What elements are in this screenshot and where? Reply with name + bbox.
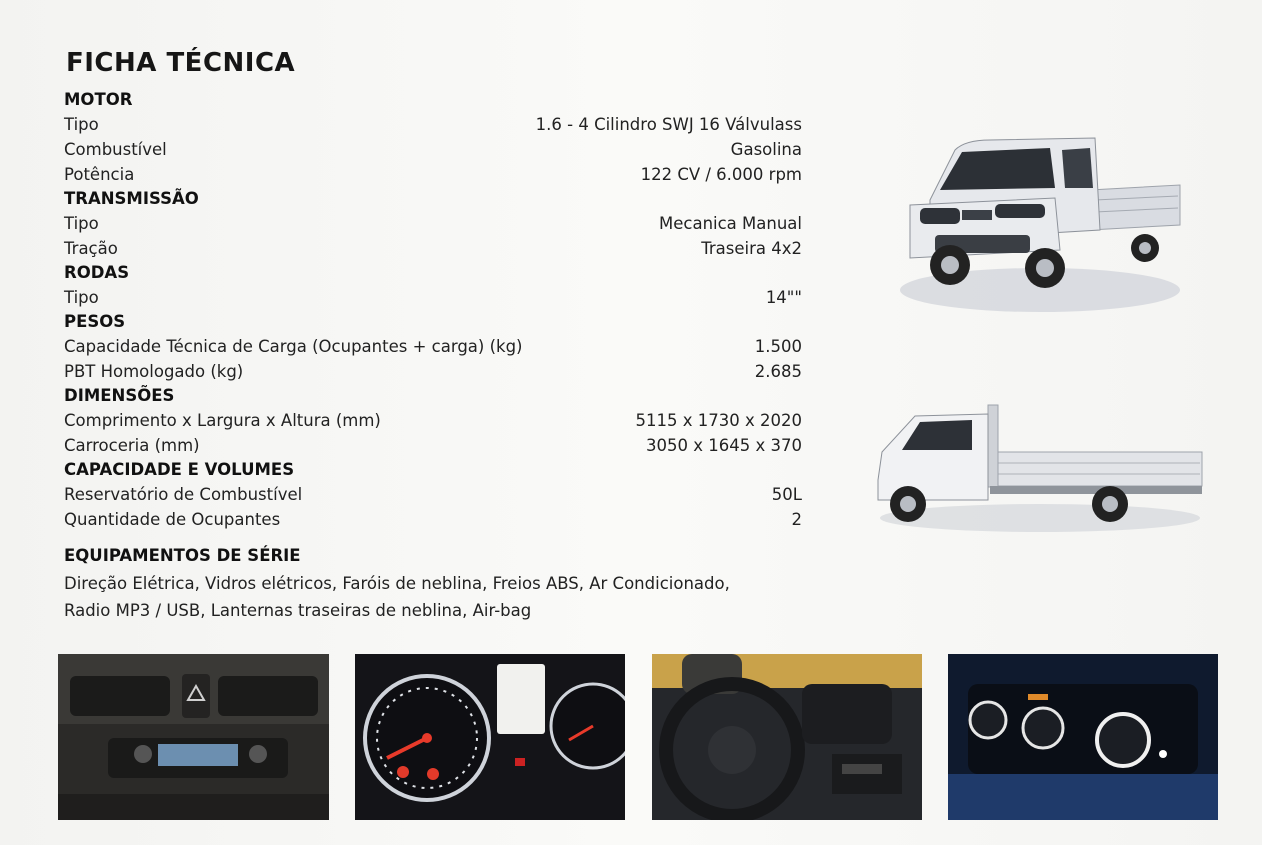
steering-wheel-image [652,654,922,820]
page-title: FICHA TÉCNICA [66,48,296,78]
spec-row [64,285,802,310]
spec-row [64,507,802,532]
spec-value: 3050 x 1645 x 370 [646,436,802,455]
truck-front-image [890,130,1190,320]
spec-row [64,334,802,359]
section-heading-motor: MOTOR [64,90,133,109]
spec-label: Combustível [64,140,167,159]
equipment-section [64,544,824,624]
spec-row [64,433,802,458]
spec-label: Quantidade de Ocupantes [64,510,281,529]
spec-value: 2 [791,510,802,529]
spec-value: 2.685 [754,362,802,381]
section-heading-pesos: PESOS [64,312,126,331]
spec-label: Potência [64,165,135,184]
truck-side-image [870,400,1210,540]
spec-row [64,211,802,236]
spec-value: Gasolina [730,140,802,159]
section-heading-capacidade: CAPACIDADE E VOLUMES [64,460,295,479]
spec-label: Capacidade Técnica de Carga (Ocupantes + carga) (kg) [64,337,523,356]
section-heading-rodas: RODAS [64,263,130,282]
spec-row [64,162,802,187]
interior-dashboard-image [58,654,329,820]
spec-label: Tipo [64,214,99,233]
spec-row [64,137,802,162]
spec-label: Tipo [64,115,99,134]
spec-label: Carroceria (mm) [64,436,200,455]
section-heading-transmissao: TRANSMISSÃO [64,189,199,208]
spec-row [64,482,802,507]
spec-value: 14"" [765,288,802,307]
spec-table [64,88,802,532]
section-heading-dimensoes: DIMENSÕES [64,386,175,405]
instrument-cluster-image [355,654,625,820]
spec-label: PBT Homologado (kg) [64,362,244,381]
spec-value: 122 CV / 6.000 rpm [640,165,802,184]
spec-value: 5115 x 1730 x 2020 [635,411,802,430]
section-heading-equipamentos: EQUIPAMENTOS DE SÉRIE [64,546,301,565]
spec-value: 1.500 [754,337,802,356]
spec-label: Tração [64,239,118,258]
spec-label: Reservatório de Combustível [64,485,303,504]
spec-row [64,408,802,433]
spec-row [64,359,802,384]
spec-value: Mecanica Manual [659,214,802,233]
spec-value: 50L [771,485,802,504]
spec-label: Tipo [64,288,99,307]
equipment-line-2: Radio MP3 / USB, Lanternas traseiras de neblina, Air-bag [64,601,532,620]
spec-row [64,112,802,137]
spec-value: Traseira 4x2 [701,239,802,258]
spec-row [64,236,802,261]
climate-controls-image [948,654,1218,820]
spec-value: 1.6 - 4 Cilindro SWJ 16 Válvulass [535,115,802,134]
spec-label: Comprimento x Largura x Altura (mm) [64,411,381,430]
equipment-line-1: Direção Elétrica, Vidros elétricos, Faróis de neblina, Freios ABS, Ar Condicionado, [64,574,730,593]
